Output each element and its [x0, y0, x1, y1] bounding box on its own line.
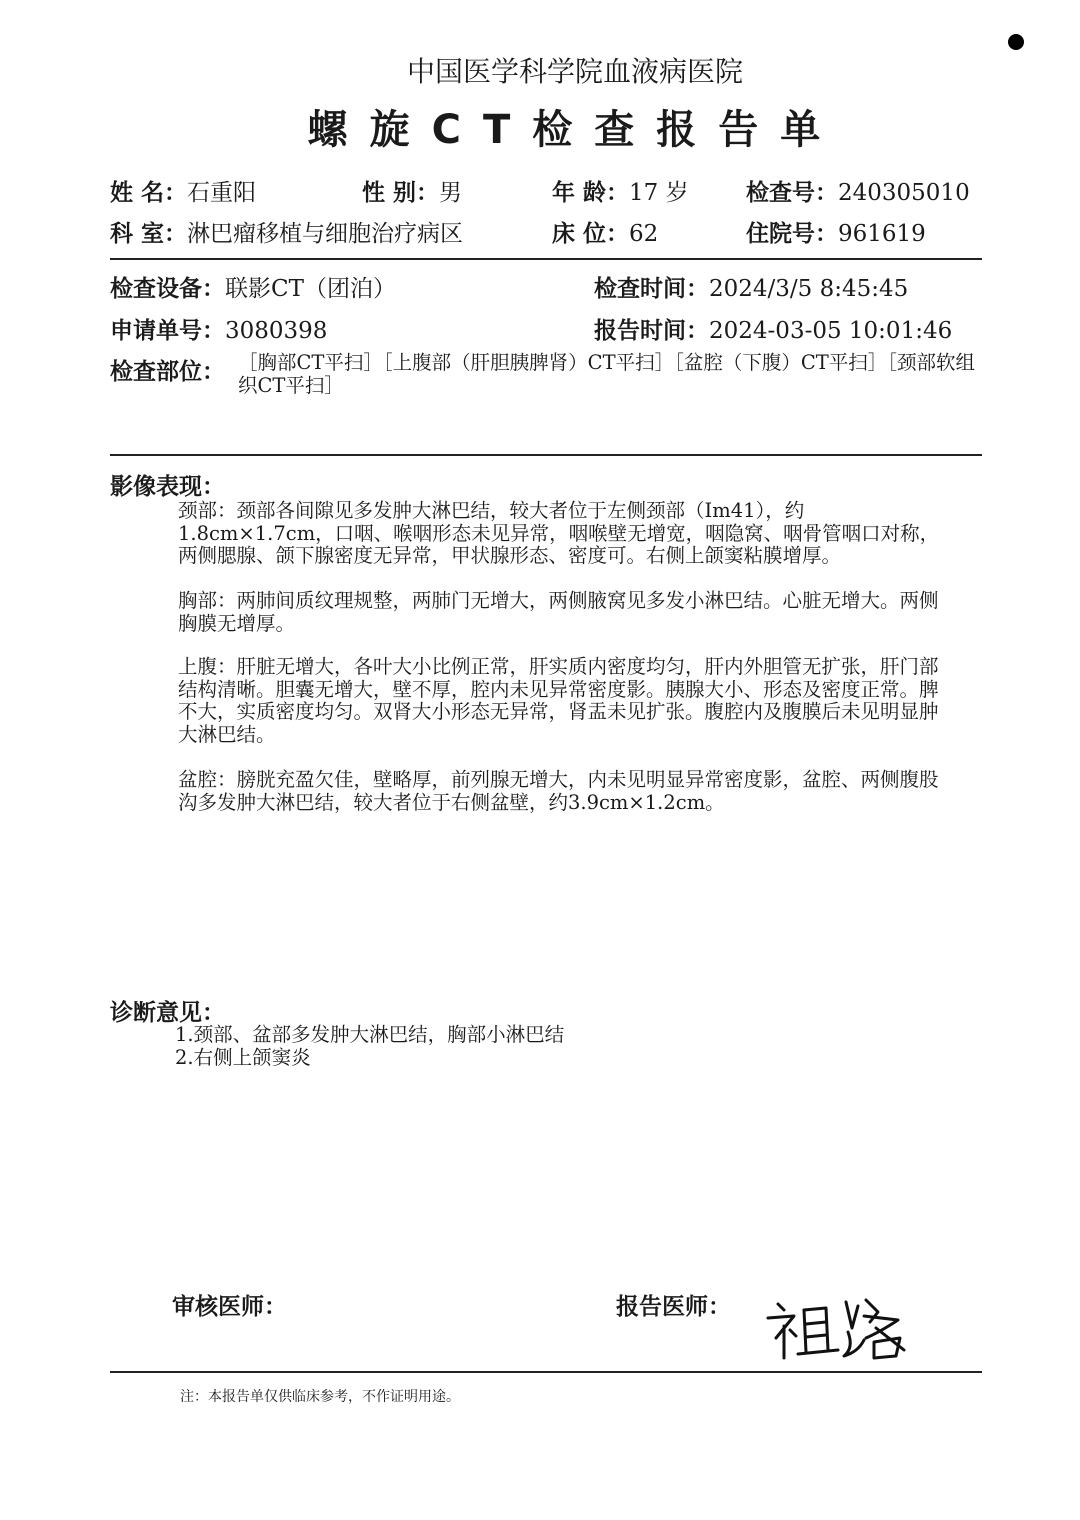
hospital-name: 中国医学科学院血液病医院 — [406, 55, 743, 88]
divider-bottom — [110, 1371, 982, 1373]
department: 淋巴瘤移植与细胞治疗病区 — [187, 221, 464, 247]
bed-label: 床 位： — [552, 221, 630, 247]
patient-name: 石重阳 — [187, 180, 257, 206]
exam-number-label: 检查号： — [746, 180, 838, 206]
gender-value: 男 — [439, 180, 463, 206]
exam-time: 2024/3/5 8:45:45 — [709, 276, 909, 302]
department-field — [110, 215, 463, 248]
request-number: 3080398 — [225, 318, 328, 344]
report-time: 2024-03-05 10:01:46 — [709, 318, 953, 344]
report-time-label: 报告时间： — [594, 318, 709, 344]
findings-chest: 胸部：两肺间质纹理规整，两肺门无增大，两侧腋窝见多发小淋巴结。心脏无增大。两侧胸膜无增厚。 — [178, 589, 939, 635]
diagnosis-item: 1.颈部、盆部多发肿大淋巴结，胸部小淋巴结 — [175, 1023, 565, 1046]
diagnosis-item: 2.右侧上颌窦炎 — [175, 1046, 311, 1069]
findings-abdomen: 上腹：肝脏无增大，各叶大小比例正常，肝实质内密度均匀，肝内外胆管无扩张，肝门部结构清晰。胆囊无增大，壁不厚，腔内未见异常密度影。胰腺大小、形态及密度正常。脾不大，实质密度均匀。双肾大小形态无异常，肾盂未见扩张。腹腔内及腹膜后未见明显肿大淋巴结。 — [178, 655, 939, 746]
age-field — [552, 174, 689, 207]
findings-pelvis: 盆腔：膀胱充盈欠佳，壁略厚，前列腺无增大，内未见明显异常密度影，盆腔、两侧腹股沟多发肿大淋巴结，较大者位于右侧盆壁，约3.9cm×1.2cm。 — [178, 768, 939, 814]
exam-parts: ［胸部CT平扫］［上腹部（肝胆胰脾肾）CT平扫］［盆腔（下腹）CT平扫］［颈部软组织CT平扫］ — [238, 351, 976, 397]
inpatient-number-field — [746, 215, 926, 248]
device-value: 联影CT（团泊） — [225, 276, 396, 302]
footer-note: 注：本报告单仅供临床参考，不作证明用途。 — [180, 1389, 460, 1405]
reviewer-label: 审核医师： — [172, 1294, 287, 1320]
gender-label: 性 别： — [362, 180, 440, 206]
inpatient-number-label: 住院号： — [746, 221, 838, 247]
exam-number: 240305010 — [838, 180, 970, 206]
age-label: 年 龄： — [552, 180, 630, 206]
report-title: 螺旋CT检查报告单 — [307, 107, 843, 153]
inpatient-number: 961619 — [838, 221, 926, 247]
findings-neck: 颈部：颈部各间隙见多发肿大淋巴结，较大者位于左侧颈部（Im41），约1.8cm×1.7cm，口咽、喉咽形态未见异常，咽喉壁无增宽，咽隐窝、咽骨管咽口对称，两侧腮腺、颌下腺密度无异常，甲状腺形态、密度可。右侧上颌窦粘膜增厚。 — [178, 499, 940, 567]
reporter-signature — [762, 1292, 912, 1364]
diagnosis-label: 诊断意见： — [110, 1000, 225, 1026]
exam-parts-label: 检查部位： — [110, 359, 225, 385]
report-time-field — [594, 312, 952, 345]
device-label: 检查设备： — [110, 276, 225, 302]
device-field — [110, 270, 396, 303]
patient-name-label: 姓 名： — [110, 180, 188, 206]
department-label: 科 室： — [110, 221, 188, 247]
exam-time-field — [594, 270, 908, 303]
request-number-field — [110, 312, 327, 345]
bed-number: 62 — [629, 221, 659, 247]
request-number-label: 申请单号： — [110, 318, 225, 344]
findings-label: 影像表现： — [110, 474, 225, 500]
exam-time-label: 检查时间： — [594, 276, 709, 302]
divider-middle — [110, 454, 982, 456]
patient-name-field — [110, 174, 256, 207]
divider-top — [110, 258, 982, 260]
corner-dot — [1008, 34, 1024, 50]
exam-number-field — [746, 174, 970, 207]
bed-field — [552, 215, 658, 248]
gender-field — [362, 174, 462, 207]
age-value: 17 岁 — [629, 180, 689, 206]
reporter-label: 报告医师： — [616, 1294, 731, 1320]
